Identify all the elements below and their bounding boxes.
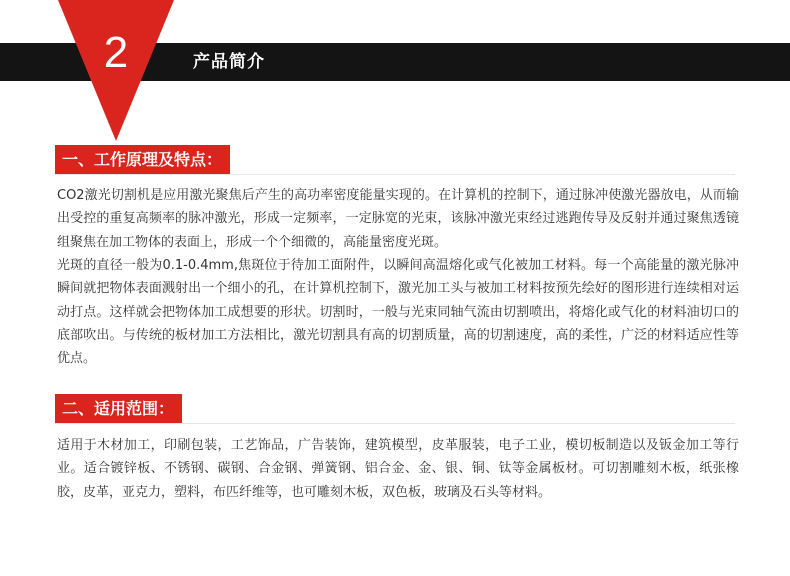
paragraph-applications: 适用于木材加工，印刷包装，工艺饰品，广告装饰，建筑模型，皮革服装，电子工业，模切板制造以及钣金加工等行业。适合镀锌板、不锈钢、碳钢、合金钢、弹簧钢、铝合金、金、银、铜、钛等金属板材。可切割雕刻木板，纸张橡胶，皮革，亚克力，塑料，布匹纤维等，也可雕刻木板，双色板，玻璃及石头等材料。 bbox=[57, 438, 739, 500]
paragraph-principles-2: 光斑的直径一般为0.1-0.4mm,焦斑位于待加工面附件，以瞬间高温熔化或气化被加工材料。每一个高能量的激光脉冲瞬间就把物体表面溅射出一个细小的孔，在计算机控制下，激光加工头与被加工材料按预先绘好的图形进行连续相对运动打点。这样就会把物体加工成想要的形状。切割时，一般与光束同轴气流由切割喷出，将熔化或气化的材料油切口的底部吹出。与传统的板材加工方法相比，激光切割具有高的切割质量，高的切割速度，高的柔性，广泛的材料适应性等优点。 bbox=[57, 258, 739, 367]
section-heading-applications: 二、适用范围： bbox=[55, 394, 182, 423]
paragraph-principles-1: CO2激光切割机是应用激光聚焦后产生的高功率密度能量实现的。在计算机的控制下，通过脉冲使激光器放电，从而输出受控的重复高频率的脉冲激光，形成一定频率，一定脉宽的光束，该脉冲激光束经过逃跑传导及反射并通过聚焦透镜组聚焦在加工物体的表面上，形成一个个细微的，高能量密度光斑。 bbox=[57, 188, 739, 250]
section-divider bbox=[55, 174, 735, 175]
section-heading-principles: 一、工作原理及特点： bbox=[55, 145, 230, 174]
banner-title: 产品简介 bbox=[193, 52, 265, 72]
section-divider bbox=[55, 423, 735, 424]
section-number: 2 bbox=[103, 28, 129, 77]
